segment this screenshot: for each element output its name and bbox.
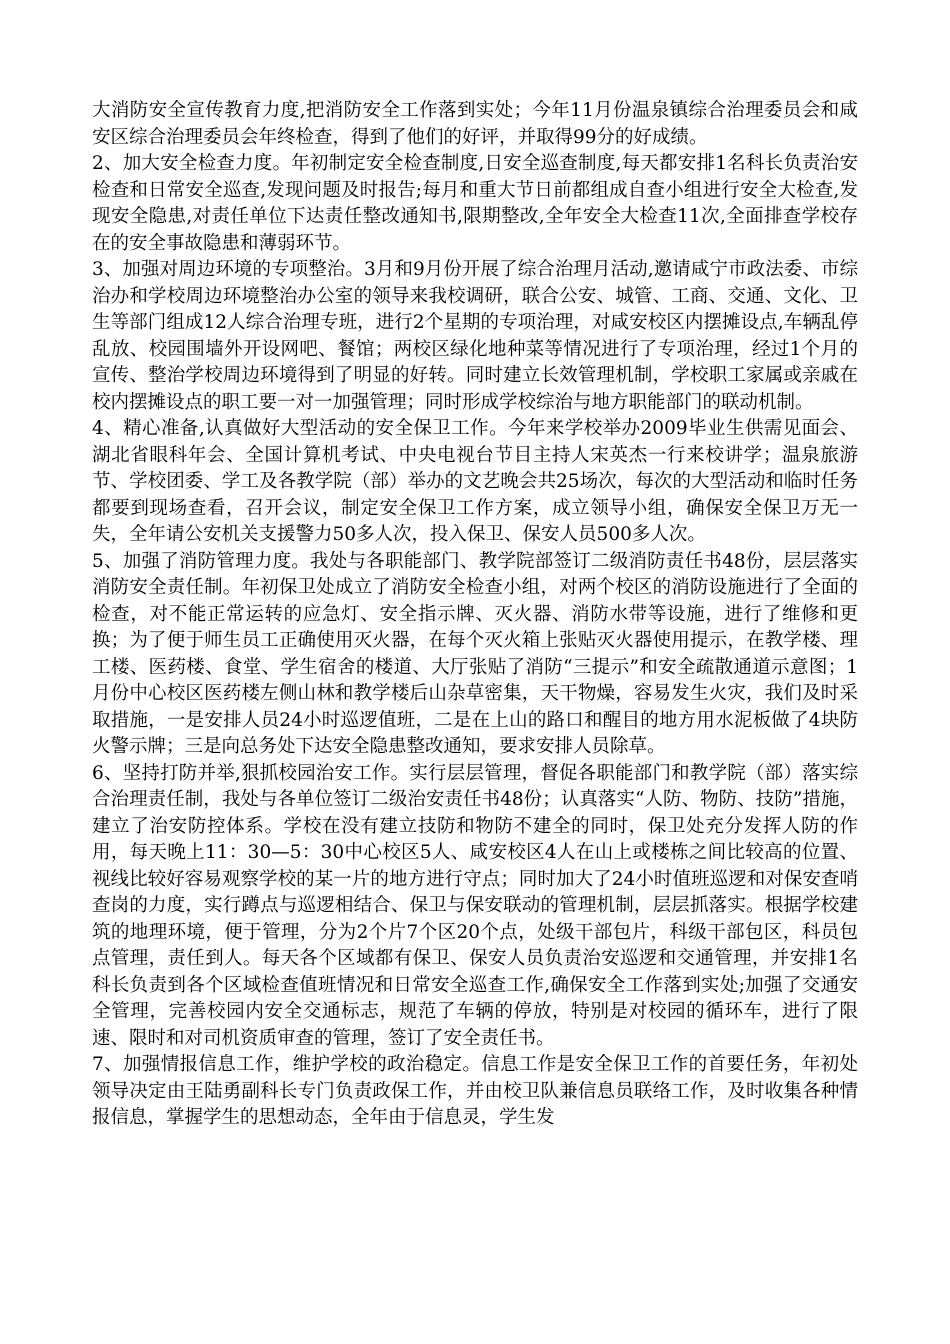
paragraph-safety-inspection: 2、加大安全检查力度。年初制定安全检查制度,日安全巡查制度,每天都安排1名科长负责治安检查和日常安全巡查,发现问题及时报告;每月和重大节日前都组成自查小组进行安全大检查,发现安全隐患,对责任单位下达责任整改通知书,限期整改,全年安全大检查11次,全面排查学校存在的安全事故隐患和薄弱环节。 <box>92 153 858 254</box>
paragraph-intelligence-work: 7、加强情报信息工作，维护学校的政治稳定。信息工作是安全保卫工作的首要任务，年初处领导决定由王陆勇副科长专门负责政保工作，并由校卫队兼信息员联络工作，及时收集各种情报信息，掌握学生的思想动态，全年由于信息灵，学生发 <box>92 1054 858 1128</box>
paragraph-fire-safety-publicity: 大消防安全宣传教育力度,把消防安全工作落到实处；今年11月份温泉镇综合治理委员会和咸安区综合治理委员会年终检查，得到了他们的好评，并取得99分的好成绩。 <box>92 100 858 148</box>
document-body <box>92 98 858 1132</box>
paragraph-campus-security: 6、坚持打防并举,狠抓校园治安工作。实行层层管理，督促各职能部门和教学院（部）落实综合治理责任制，我处与各单位签订二级治安责任书48份；认真落实“人防、物防、技防”措施，建立了治安防控体系。学校在没有建立技防和物防不建全的同时，保卫处充分发挥人防的作用，每天晚上11：30—5：30中心校区5人、咸安校区4人在山上或楼栋之间比较高的位置、视线比较好容易观察学校的某一片的地方进行守点；同时加大了24小时值班巡逻和对保安查哨查岗的力度，实行蹲点与巡逻相结合、保卫与保安联动的管理机制，层层抓落实。根据学校建筑的地理环境，便于管理，分为2个片7个区20个点，处级干部包片，科级干部包区，科员包点管理，责任到人。每天各个区域都有保卫、保安人员负责治安巡逻和交通管理，并安排1名科长负责到各个区域检查值班情况和日常安全巡查工作,确保安全工作落到实处;加强了交通安全管理，完善校园内安全交通标志，规范了车辆的停放，特别是对校园的循环车，进行了限速、限时和对司机资质审查的管理，签订了安全责任书。 <box>92 762 858 1049</box>
paragraph-large-events-security: 4、精心准备,认真做好大型活动的安全保卫工作。今年来学校举办2009毕业生供需见面会、湖北省眼科年会、全国计算机考试、中央电视台节目主持人宋英杰一行来校讲学；温泉旅游节、学校团委、学工及各教学院（部）举办的文艺晚会共25场次，每次的大型活动和临时任务都要到现场查看，召开会议，制定安全保卫工作方案，成立领导小组，确保安全保卫万无一失，全年请公安机关支援警力50多人次，投入保卫、保安人员500多人次。 <box>92 418 858 545</box>
paragraph-surrounding-environment: 3、加强对周边环境的专项整治。3月和9月份开展了综合治理月活动,邀请咸宁市政法委、市综治办和学校周边环境整治办公室的领导来我校调研，联合公安、城管、工商、交通、文化、卫生等部门组成12人综合治理专班，进行2个星期的专项治理，对咸安校区内摆摊设点,车辆乱停乱放、校园围墙外开设网吧、餐馆；两校区绿化地种菜等情况进行了专项治理，经过1个月的宣传、整治学校周边环境得到了明显的好转。同时建立长效管理机制，学校职工家属或亲戚在校内摆摊设点的职工要一对一加强管理；同时形成学校综治与地方职能部门的联动机制。 <box>92 259 858 413</box>
paragraph-fire-management: 5、加强了消防管理力度。我处与各职能部门、教学院部签订二级消防责任书48份，层层落实消防安全责任制。年初保卫处成立了消防安全检查小组，对两个校区的消防设施进行了全面的检查，对不能正常运转的应急灯、安全指示牌、灭火器、消防水带等设施，进行了维修和更换；为了便于师生员工正确使用灭火器，在每个灭火箱上张贴灭火器使用提示，在教学楼、理工楼、医药楼、食堂、学生宿舍的楼道、大厅张贴了消防“三提示”和安全疏散通道示意图；1月份中心校区医药楼左侧山林和教学楼后山杂草密集，天干物燥，容易发生火灾，我们及时采取措施，一是安排人员24小时巡逻值班，二是在上山的路口和醒目的地方用水泥板做了4块防火警示牌；三是向总务处下达安全隐患整改通知，要求安排人员除草。 <box>92 550 858 757</box>
